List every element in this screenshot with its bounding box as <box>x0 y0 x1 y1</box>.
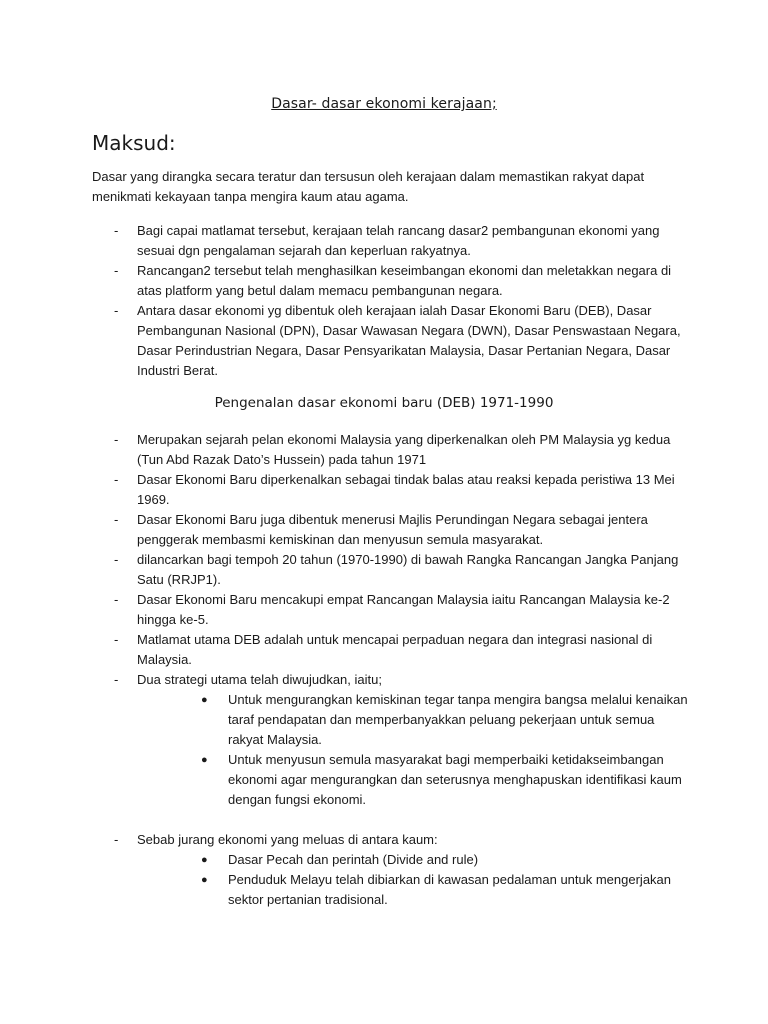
list-item-text: Sebab jurang ekonomi yang meluas di antara kaum: <box>137 832 438 847</box>
bullet-marker: ● <box>201 754 208 766</box>
list-item <box>0 590 768 630</box>
maksud-heading: Maksud: <box>92 131 176 155</box>
dash-marker: - <box>114 223 119 238</box>
list-item-text: Bagi capai matlamat tersebut, kerajaan telah rancang dasar2 pembangunan ekonomi yang sesuai dgn pengalaman sejarah dan keperluan rakyatnya. <box>137 223 660 258</box>
list-item <box>0 670 768 690</box>
bullet-item <box>0 850 768 870</box>
list-item <box>0 261 768 301</box>
list-item-text: Dasar Ekonomi Baru diperkenalkan sebagai tindak balas atau reaksi kepada peristiwa 13 Mei 1969. <box>137 472 675 507</box>
bullet-item-text: Penduduk Melayu telah dibiarkan di kawasan pedalaman untuk mengerjakan sektor pertanian tradisional. <box>228 872 672 907</box>
bullet-item <box>0 870 768 910</box>
bullet-marker: ● <box>201 874 208 886</box>
list-economic-gap <box>0 830 768 910</box>
document-title: Dasar- dasar ekonomi kerajaan; <box>271 96 497 112</box>
list-purpose <box>0 221 768 381</box>
list-item <box>0 630 768 670</box>
bullet-item-text: Untuk menyusun semula masyarakat bagi memperbaiki ketidakseimbangan ekonomi agar mengurangkan dan seterusnya menghapuskan identifikasi kaum dengan fungsi ekonomi. <box>228 752 682 807</box>
bullet-item-text: Dasar Pecah dan perintah (Divide and rule) <box>228 852 479 867</box>
dash-marker: - <box>114 592 119 607</box>
dash-marker: - <box>114 432 119 447</box>
dash-marker: - <box>114 472 119 487</box>
dash-marker: - <box>114 832 119 847</box>
list-item <box>0 301 768 381</box>
list-item-text: Rancangan2 tersebut telah menghasilkan keseimbangan ekonomi dan meletakkan negara di atas platform yang betul dalam memacu pembangunan negara. <box>137 263 672 298</box>
list-item-text: Dasar Ekonomi Baru juga dibentuk menerusi Majlis Perundingan Negara sebagai jentera penggerak membasmi kemiskinan dan menyusun semula masyarakat. <box>137 512 648 547</box>
bullet-marker: ● <box>201 854 208 866</box>
list-item <box>0 430 768 470</box>
bullet-item <box>0 750 768 810</box>
list-item <box>0 470 768 510</box>
list-item <box>0 510 768 550</box>
bullet-marker: ● <box>201 694 208 706</box>
section-title-deb: Pengenalan dasar ekonomi baru (DEB) 1971-1990 <box>214 395 554 411</box>
dash-marker: - <box>114 263 119 278</box>
list-item-text: Dua strategi utama telah diwujudkan, iaitu; <box>137 672 382 687</box>
list-item-text: Dasar Ekonomi Baru mencakupi empat Rancangan Malaysia iaitu Rancangan Malaysia ke-2 hingga ke-5. <box>137 592 670 627</box>
dash-marker: - <box>114 552 119 567</box>
list-item-text: Antara dasar ekonomi yg dibentuk oleh kerajaan ialah Dasar Ekonomi Baru (DEB), Dasar Pembangunan Nasional (DPN), Dasar Wawasan Negara (DWN), Dasar Penswastaan Negara, Dasar Perindustrian Negara, Dasar Pensyarikatan Malaysia, Dasar Pertanian Negara, Dasar Industri Berat. <box>137 303 681 378</box>
dash-marker: - <box>114 512 119 527</box>
list-deb-intro <box>0 430 768 810</box>
list-item <box>0 830 768 850</box>
bullet-item <box>0 690 768 750</box>
dash-marker: - <box>114 303 119 318</box>
list-item-text: dilancarkan bagi tempoh 20 tahun (1970-1990) di bawah Rangka Rancangan Jangka Panjang Satu (RRJP1). <box>137 552 679 587</box>
list-item <box>0 221 768 261</box>
dash-marker: - <box>114 632 119 647</box>
list-item-text: Merupakan sejarah pelan ekonomi Malaysia yang diperkenalkan oleh PM Malaysia yg kedua (Tun Abd Razak Dato’s Hussein) pada tahun 1971 <box>137 432 671 467</box>
intro-paragraph: Dasar yang dirangka secara teratur dan tersusun oleh kerajaan dalam memastikan rakyat dapat menikmati kekayaan tanpa mengira kaum atau agama. <box>92 169 645 204</box>
list-item-text: Matlamat utama DEB adalah untuk mencapai perpaduan negara dan integrasi nasional di Malaysia. <box>137 632 653 667</box>
bullet-item-text: Untuk mengurangkan kemiskinan tegar tanpa mengira bangsa melalui kenaikan taraf pendapatan dan memperbanyakkan peluang pekerjaan untuk semua rakyat Malaysia. <box>228 692 688 747</box>
list-item <box>0 550 768 590</box>
dash-marker: - <box>114 672 119 687</box>
